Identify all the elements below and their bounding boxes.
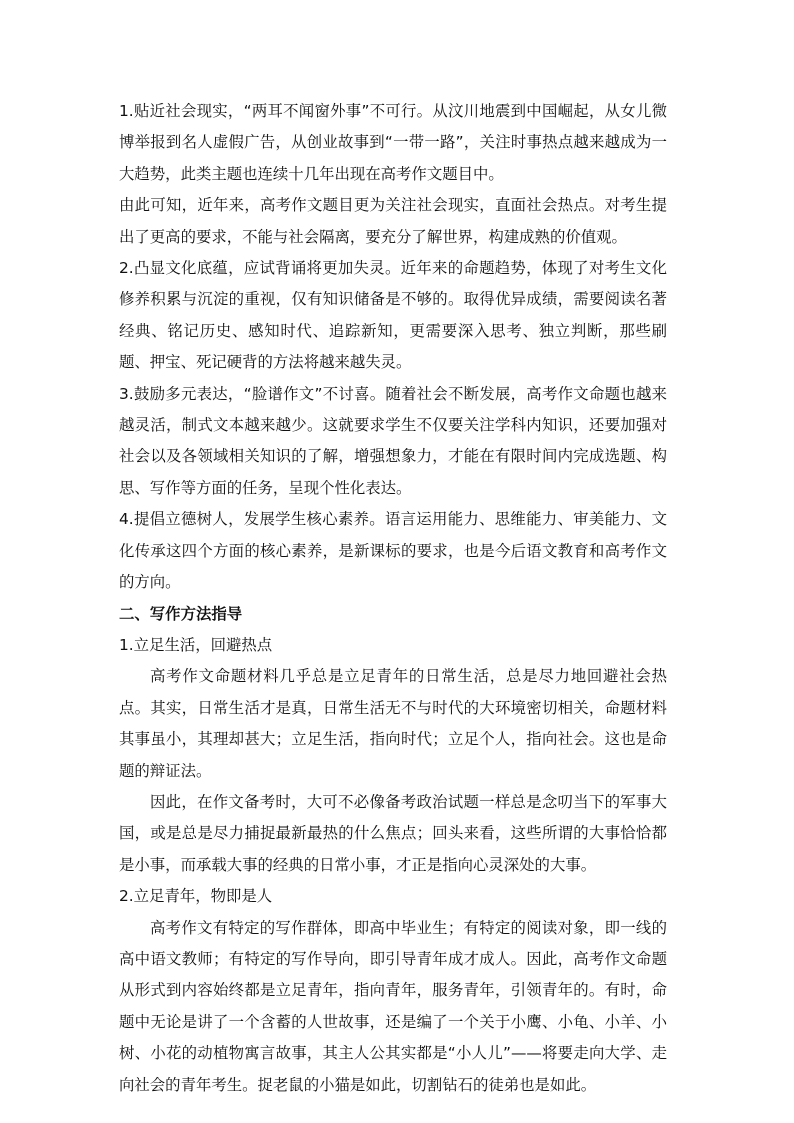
paragraph-trend-4: 4.提倡立德树人，发展学生核心素养。语言运用能力、思维能力、审美能力、文化传承这四个方面的核心素养，是新课标的要求，也是今后语文教育和高考作文的方向。 bbox=[119, 510, 667, 592]
section-heading-writing-guidance: 二、写作方法指导 bbox=[119, 604, 243, 623]
subheading-method-2: 2.立足青年，物即是人 bbox=[119, 887, 273, 906]
paragraph-trend-2: 2.凸显文化底蕴，应试背诵将更加失灵。近年来的命题趋势，体现了对考生文化修养积累与沉淀的重视，仅有知识储备是不够的。取得优异成绩，需要阅读名著经典、铭记历史、感知时代、追踪新知，更需要深入思考、独立判断，那些刷题、押宝、死记硬背的方法将越来越失灵。 bbox=[119, 259, 667, 372]
subheading-method-1: 1.立足生活，回避热点 bbox=[119, 635, 273, 654]
paragraph-trend-1-summary: 由此可知，近年来，高考作文题目更为关注社会现实，直面社会热点。对考生提出了更高的要求，不能与社会隔离，要充分了解世界，构建成熟的价值观。 bbox=[119, 196, 667, 246]
paragraph-method-1-body-2: 因此，在作文备考时，大可不必像备考政治试题一样总是念叨当下的军事大国，或是总是尽力捕捉最新最热的什么焦点；回头来看，这些所谓的大事恰恰都是小事，而承载大事的经典的日常小事，才正是指向心灵深处的大事。 bbox=[119, 792, 667, 874]
paragraph-method-2-body: 高考作文有特定的写作群体，即高中毕业生；有特定的阅读对象，即一线的高中语文教师；有特定的写作导向，即引导青年成才成人。因此，高考作文命题从形式到内容始终都是立足青年，指向青年，服务青年，引领青年的。有时，命题中无论是讲了一个含蓄的人世故事，还是编了一个关于小鹰、小龟、小羊、小树、小花的动植物寓言故事，其主人公其实都是“小人儿”——将要走向大学、走向社会的青年考生。捉老鼠的小猫是如此，切割钻石的徒弟也是如此。 bbox=[119, 918, 667, 1094]
document-page bbox=[119, 96, 667, 1101]
paragraph-trend-3: 3.鼓励多元表达，“脸谱作文”不讨喜。随着社会不断发展，高考作文命题也越来越灵活，制式文本越来越少。这就要求学生不仅要关注学科内知识，还要加强对社会以及各领域相关知识的了解，增强想象力，才能在有限时间内完成选题、构思、写作等方面的任务，呈现个性化表达。 bbox=[119, 384, 667, 497]
paragraph-trend-1: 1.贴近社会现实，“两耳不闻窗外事”不可行。从汶川地震到中国崛起，从女儿微博举报到名人虚假广告，从创业故事到“一带一路”，关注时事热点越来越成为一大趋势，此类主题也连续十几年出现在高考作文题目中。 bbox=[119, 102, 667, 183]
paragraph-method-1-body: 高考作文命题材料几乎总是立足青年的日常生活，总是尽力地回避社会热点。其实，日常生活才是真，日常生活无不与时代的大环境密切相关，命题材料其事虽小，其理却甚大；立足生活，指向时代；立足个人，指向社会。这也是命题的辩证法。 bbox=[119, 667, 667, 780]
